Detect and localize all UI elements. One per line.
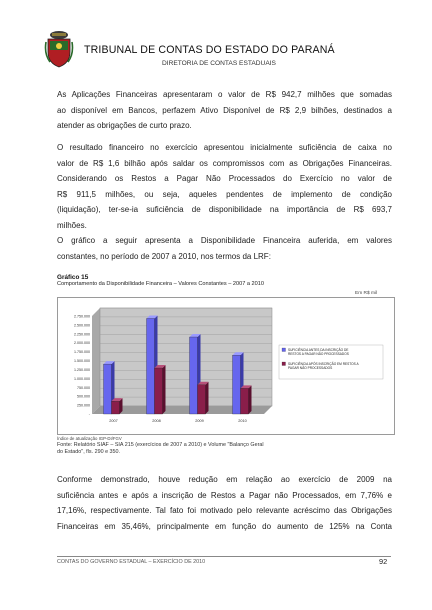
legend-label: SUFICIÊNCIA ANTES DA INSCRIÇÃO DE [288, 348, 349, 352]
y-tick-label: 1.750.000 [74, 350, 90, 355]
text-line: O resultado financeiro no exercício apresentou inicialmente suficiência de caixa no [57, 143, 392, 152]
x-tick-label: 2009 [195, 419, 204, 423]
text-line: R$ 911,5 milhões, ou seja, aqueles pendentes de implemento de condição [57, 189, 392, 199]
text-line: O gráfico a seguir apresenta a Disponibilidade Financeira auferida, em valores [57, 236, 392, 245]
legend-swatch [282, 362, 286, 366]
x-tick-label: 2008 [152, 419, 161, 423]
bar [241, 388, 249, 414]
y-tick-label: 1.000.000 [74, 376, 90, 381]
y-tick-label: 2.000.000 [74, 341, 90, 346]
bar-chart [58, 298, 394, 434]
y-tick-label: 750.000 [77, 385, 90, 390]
text-line: Considerando os Restos a Pagar Não Processados do Exercício no valor de [57, 174, 392, 184]
bar-side [163, 365, 166, 414]
chart-frame [57, 297, 395, 435]
text-line: constantes, no período de 2007 a 2010, nos termos da LRF: [57, 251, 271, 261]
header-title: TRIBUNAL DE CONTAS DO ESTADO DO PARANÁ [84, 44, 335, 56]
legend-label: RESTOS A PAGAR NÃO PROCESSADOS [288, 352, 349, 356]
bar [190, 337, 198, 414]
index-note: Índice de atualização IGP-DI/FGV [57, 436, 122, 441]
text-line: valor de R$ 1,6 bilhão após saldar os compromissos com as Obrigações Financeiras. [57, 158, 392, 168]
text-line: (liquidação), ter-se-ia suficiência de disponibilidade na importância de R$ 693,7 [57, 205, 392, 215]
paragraph-3 [57, 233, 392, 264]
y-tick-label: 500.000 [77, 394, 90, 399]
bar [198, 385, 206, 414]
plot-side-wall [92, 308, 100, 414]
text-line: milhões. [57, 220, 87, 230]
y-tick-label: 1.500.000 [74, 359, 90, 364]
figure-title: Comportamento da Disponibilidade Financeira – Valores Constantes – 2007 a 2010 [57, 281, 264, 287]
bar [104, 364, 112, 414]
text-line: suficiência antes e após a inscrição de Restos a Pagar não Processados, em 7,76% e [57, 490, 392, 500]
header-subtitle: DIRETORIA DE CONTAS ESTADUAIS [162, 60, 276, 67]
y-tick-label: 250.000 [77, 403, 90, 408]
figure-label: Gráfico 15 [57, 274, 89, 281]
legend-label: PAGAR NÃO PROCESSADOS [288, 366, 333, 370]
text-line: Conforme demonstrado, houve redução em relação ao exercício de 2009 na [57, 475, 392, 484]
parana-coat-of-arms-icon [44, 30, 74, 68]
footer-divider [57, 556, 391, 557]
bar [233, 355, 241, 414]
y-tick-label: 2.250.000 [74, 332, 90, 337]
x-tick-label: 2007 [109, 419, 118, 423]
paragraph-2 [57, 140, 392, 234]
text-line: ao disponível em Bancos, perfazem Ativo Disponível de R$ 2,9 bilhões, destinados a [57, 105, 392, 115]
bar [155, 368, 163, 414]
legend-swatch [282, 348, 286, 352]
y-tick-label: - [88, 412, 90, 417]
bar-side [206, 382, 209, 414]
page-number: 92 [379, 557, 388, 566]
x-tick-label: 2010 [238, 419, 247, 423]
y-tick-label: 1.250.000 [74, 367, 90, 372]
figure-source: Fonte: Relatório SIAF – SIA 215 (exercícios de 2007 a 2010) e Volume "Balanço Geral do Estado", fls. 290 e 350. [57, 442, 264, 455]
paragraph-1 [57, 87, 392, 134]
y-tick-label: 2.750.000 [74, 314, 90, 319]
bar [112, 401, 120, 414]
text-line: atender as obrigações de curto prazo. [57, 121, 192, 131]
y-tick-label: 2.500.000 [74, 323, 90, 328]
text-line: 17,16%, respectivamente. Tal fato foi motivado pelo relevante acréscimo das Obrigações [57, 506, 392, 516]
bar-side [249, 385, 252, 414]
text-line: Financeiras em 35,46%, principalmente em função do aumento de 125% na Conta [57, 521, 392, 531]
figure-unit: Em R$ mil [355, 291, 378, 296]
bar [147, 318, 155, 414]
footer-text: CONTAS DO GOVERNO ESTADUAL – EXERCÍCIO DE 2010 [57, 559, 206, 565]
paragraph-4 [57, 472, 392, 534]
legend-label: SUFICIÊNCIA APÓS INSCRIÇÃO EM RESTOS A [288, 362, 359, 366]
text-line: As Aplicações Financeiras apresentaram o valor de R$ 942,7 milhões que somadas [57, 90, 392, 99]
